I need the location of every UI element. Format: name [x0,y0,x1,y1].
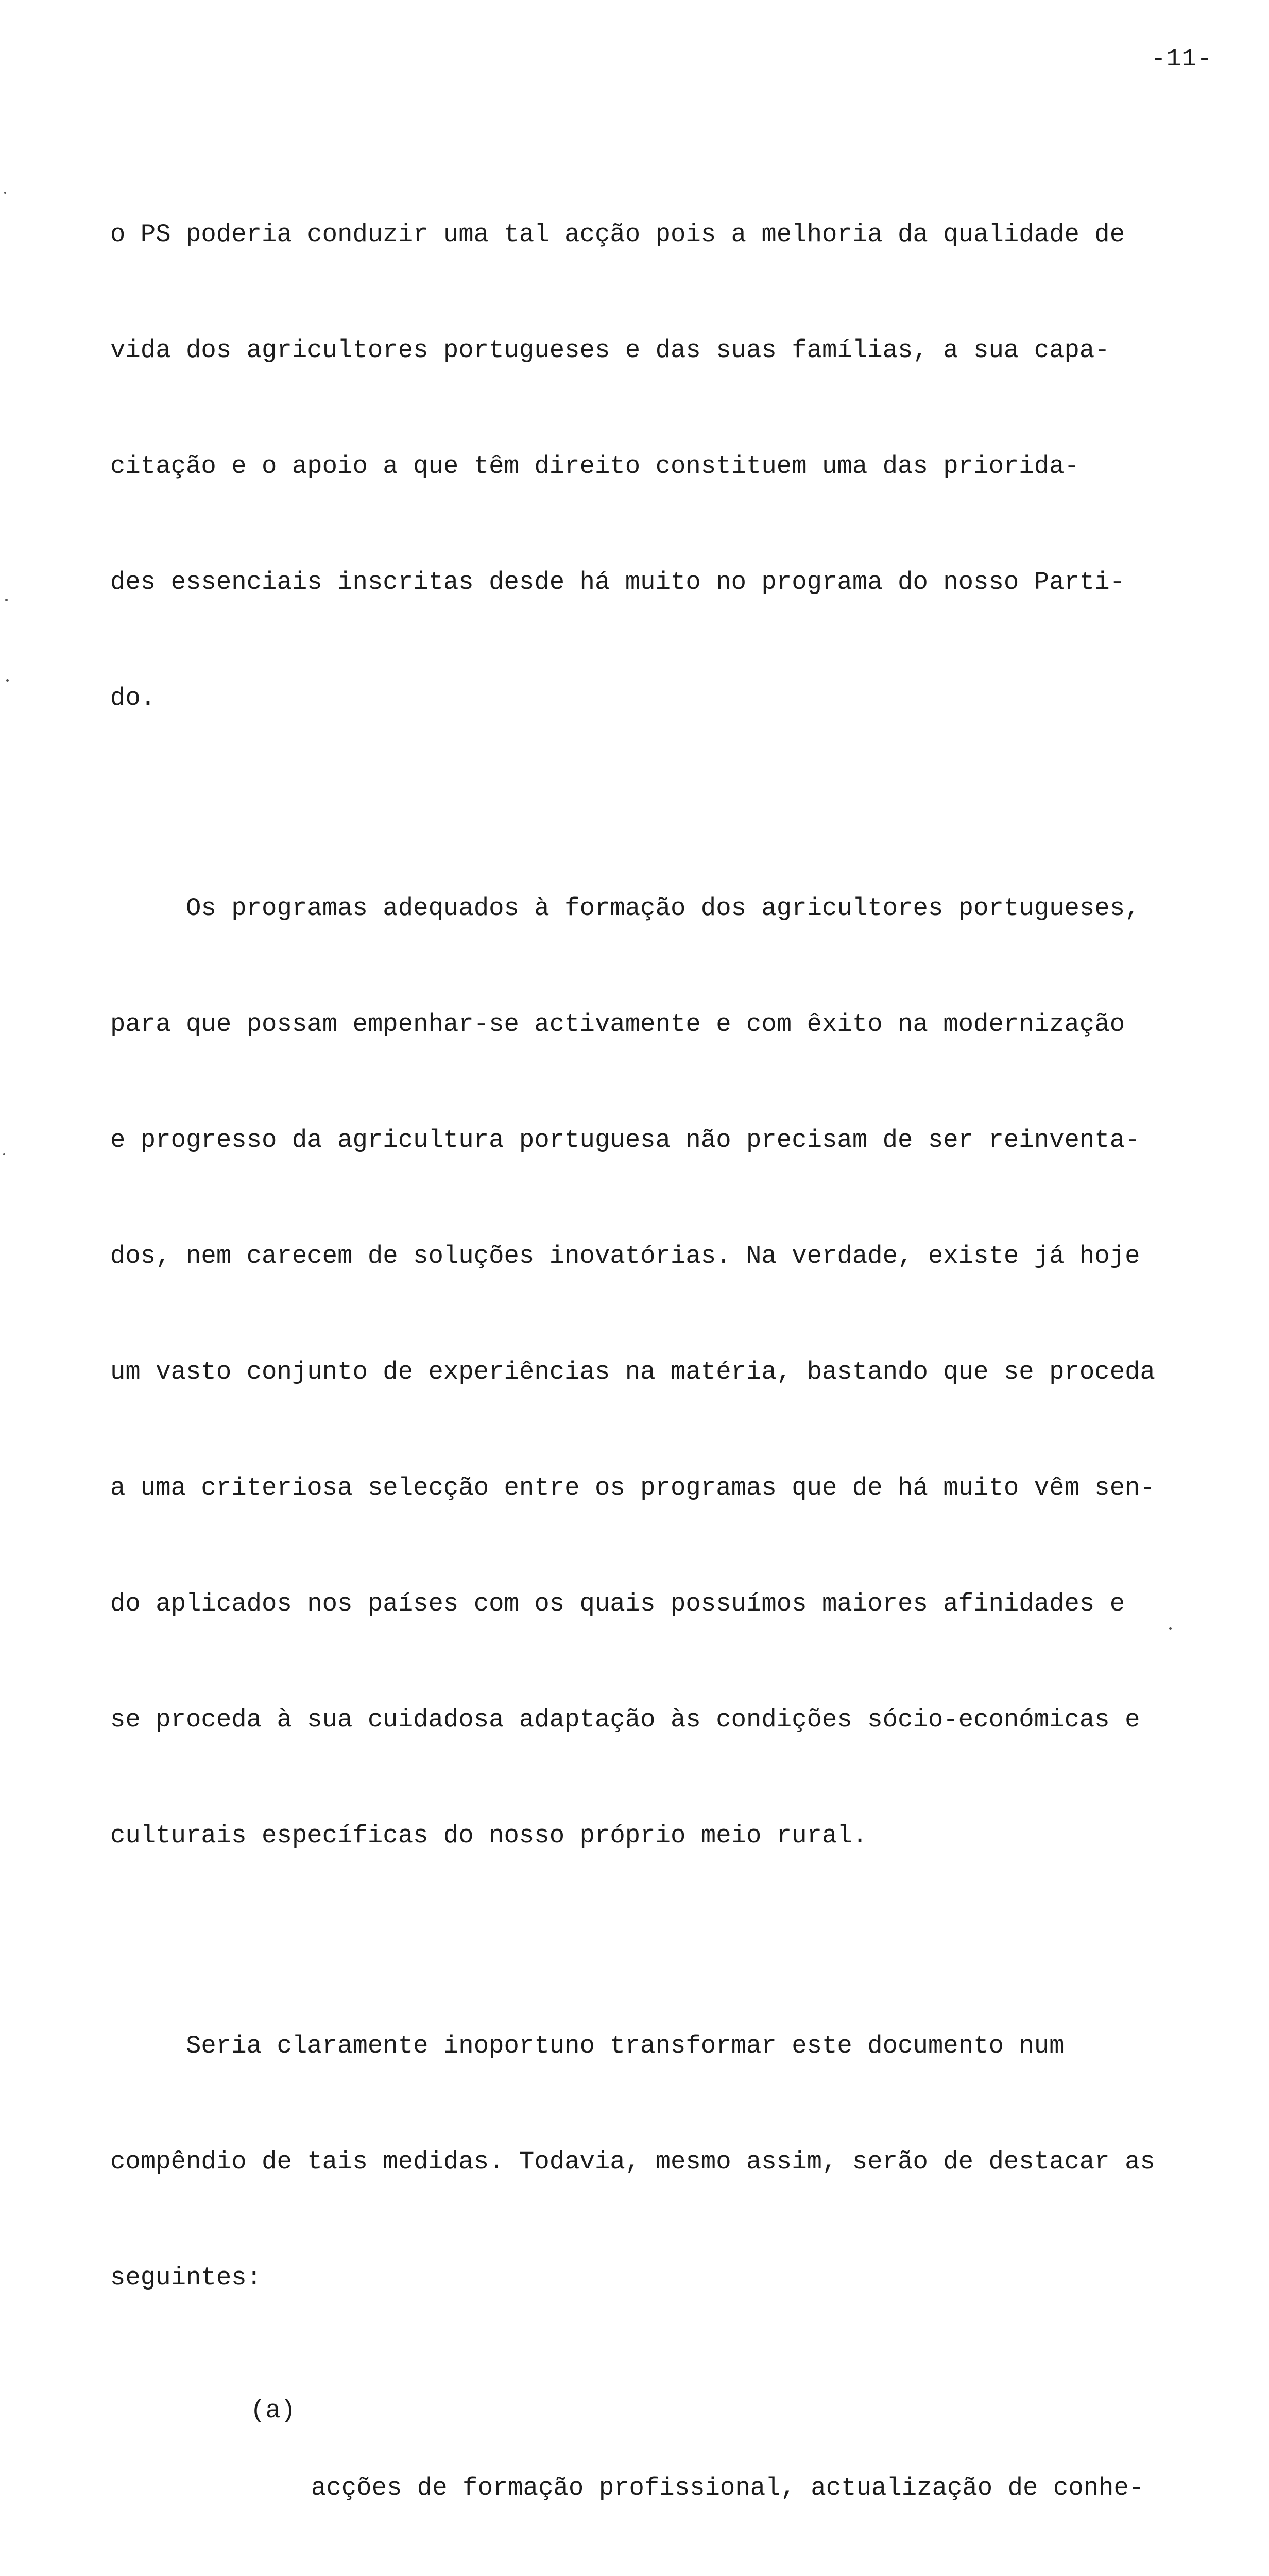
text-line: acções de formação profissional, actualização de conhe- [311,2473,1144,2502]
paragraph-2 [110,812,1212,1933]
text-line: compêndio de tais medidas. Todavia, mesmo assim, serão de destacar as [110,2147,1155,2176]
list-marker: (a) [250,2396,296,2425]
list-item-a [110,2392,1212,2576]
text-line: para que possam empenhar-se activamente e com êxito na modernização [110,1010,1125,1039]
text-line: des essenciais inscritas desde há muito no programa do nosso Parti- [110,568,1125,597]
text-line: um vasto conjunto de experiências na matéria, bastando que se proceda [110,1358,1155,1386]
body-text [110,138,1212,2576]
text-line: a uma criteriosa selecção entre os programas que de há muito vêm sen- [110,1473,1155,1502]
paragraph-1 [110,138,1212,795]
text-line: culturais específicas do nosso próprio meio rural. [110,1821,868,1850]
text-line: do. [110,684,156,713]
text-line: Seria claramente inoportuno transformar este documento num [110,2031,1065,2060]
scan-speck [3,1153,5,1155]
scan-speck [1169,1627,1172,1630]
list-item-text [311,2392,1144,2576]
page-number: -11- [1151,45,1212,73]
scan-speck [5,599,8,601]
text-line: se proceda à sua cuidadosa adaptação às condições sócio-económicas e [110,1705,1140,1734]
text-line: seguintes: [110,2263,262,2292]
text-line: e progresso da agricultura portuguesa não precisam de ser reinventa- [110,1126,1140,1155]
text-line: Os programas adequados à formação dos agricultores portugueses, [110,894,1140,923]
text-line: citação e o apoio a que têm direito constituem uma das priorida- [110,452,1079,481]
scan-speck [6,679,9,682]
text-line: o PS poderia conduzir uma tal acção pois a melhoria da qualidade de [110,220,1125,249]
text-line: vida dos agricultores portugueses e das suas famílias, a sua capa- [110,336,1110,365]
paragraph-3 [110,1950,1212,2375]
text-line: dos, nem carecem de soluções inovatórias. Na verdade, existe já hoje [110,1242,1140,1270]
measures-list [110,2392,1212,2576]
text-line: do aplicados nos países com os quais possuímos maiores afinidades e [110,1589,1125,1618]
scan-speck [4,192,6,194]
